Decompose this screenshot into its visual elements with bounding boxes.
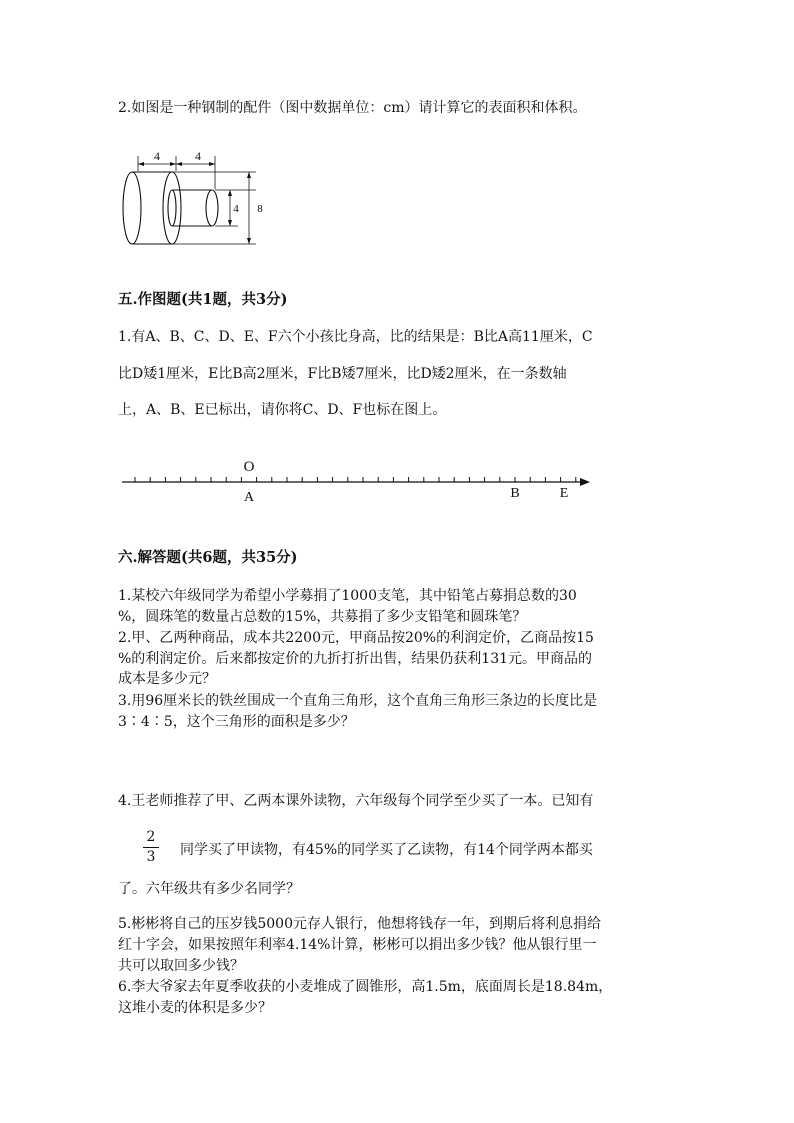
sec6-q5-line-3: 共可以取回多少钱？ [118, 958, 244, 974]
origin-label: O [243, 459, 255, 475]
fraction-denominator: 3 [146, 849, 156, 865]
sec6-q4-line-2: 同学买了甲读物，有45%的同学买了乙读物，有14个同学两本都买 [180, 842, 593, 858]
dim-label-left: 4 [154, 149, 160, 163]
question-2-text: 2.如图是一种钢制的配件（图中数据单位：cm）请计算它的表面积和体积。 [118, 100, 587, 116]
dim-label-inner-diameter: 4 [233, 203, 239, 215]
sec6-q5-line-2: 红十字会，如果按照年利率4.14%计算，彬彬可以捐出多少钱？他从银行里一 [118, 937, 597, 953]
point-b-label: B [510, 486, 520, 501]
section-5-heading: 五.作图题(共1题，共3分) [118, 291, 288, 308]
fraction-numerator: 2 [146, 829, 156, 845]
cylinder-part-figure [118, 148, 278, 252]
dim-label-right: 4 [195, 149, 201, 163]
sec6-q6-line-1: 6.李大爷家去年夏季收获的小麦堆成了圆锥形，高1.5m，底面周长是18.84m， [118, 979, 613, 995]
sec6-q3-line-1: 3.用96厘米长的铁丝围成一个直角三角形，这个直角三角形三条边的长度比是 [118, 693, 598, 709]
sec5-q1-line-1: 1.有A、B、C、D、E、F六个小孩比身高，比的结果是：B比A高11厘米，C [118, 329, 593, 345]
sec6-q1-line-1: 1.某校六年级同学为希望小学募捐了1000支笔，其中铅笔占募捐总数的30 [118, 588, 577, 604]
sec6-q2-line-2: %的利润定价。后来都按定价的九折打折出售，结果仍获利131元。甲商品的 [118, 651, 593, 667]
sec6-q4-line-3: 了。六年级共有多少名同学？ [118, 881, 300, 897]
sec5-q1-line-2: 比D矮1厘米，E比B高2厘米，F比B矮7厘米，比D矮2厘米，在一条数轴 [118, 366, 567, 382]
fraction-bar [143, 847, 159, 848]
section-6-heading: 六.解答题(共6题，共35分) [118, 549, 298, 566]
dim-label-outer-diameter: 8 [257, 203, 263, 215]
sec6-q5-line-1: 5.彬彬将自己的压岁钱5000元存人银行，他想将钱存一年，到期后将利息捐给 [118, 916, 601, 932]
sec6-q6-line-2: 这堆小麦的体积是多少？ [118, 1000, 272, 1016]
sec6-q2-line-3: 成本是多少元？ [118, 671, 216, 687]
fraction-two-thirds [143, 829, 159, 866]
sec6-q1-line-2: %，圆珠笔的数量占总数的15%，共募捐了多少支铅笔和圆珠笔？ [118, 609, 527, 625]
number-line [118, 454, 598, 510]
sec6-q3-line-2: 3∶4∶5，这个三角形的面积是多少？ [118, 714, 355, 730]
point-e-label: E [559, 486, 569, 501]
sec5-q1-line-3: 上，A、B、E已标出，请你将C、D、F也标在图上。 [118, 402, 447, 418]
sec6-q2-line-1: 2.甲、乙两种商品，成本共2200元，甲商品按20%的利润定价，乙商品按15 [118, 630, 594, 646]
point-a-label: A [243, 490, 255, 505]
sec6-q4-line-1: 4.王老师推荐了甲、乙两本课外读物，六年级每个同学至少买了一本。已知有 [118, 793, 594, 809]
